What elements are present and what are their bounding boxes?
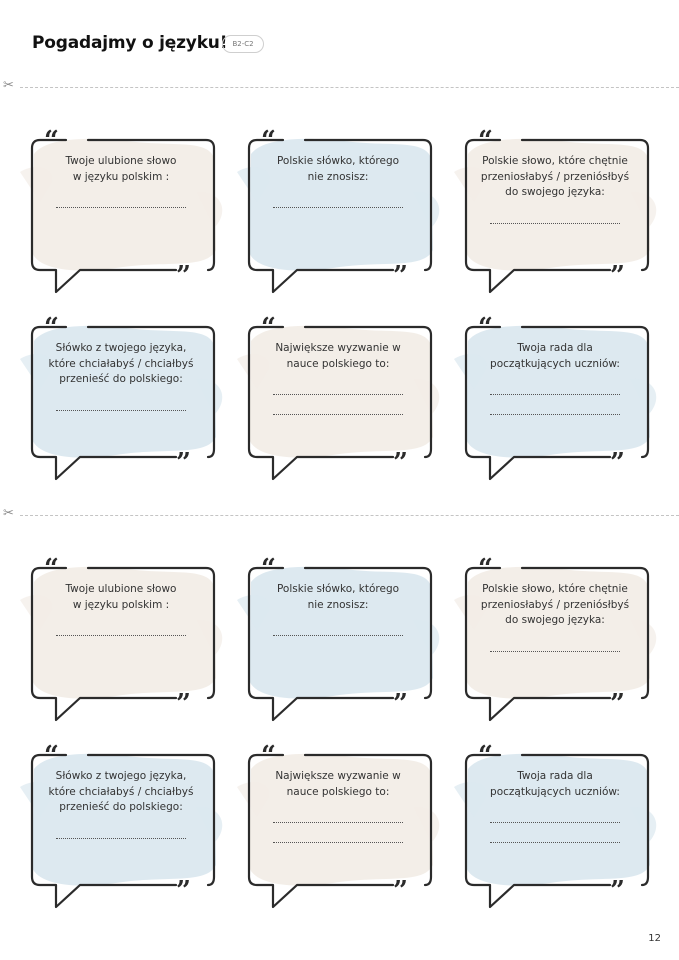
answer-line[interactable]	[56, 410, 186, 411]
question-card	[243, 126, 433, 292]
question-card	[460, 554, 650, 720]
question-text	[257, 769, 419, 800]
svg-text:“: “	[44, 126, 59, 156]
question-text	[474, 769, 636, 800]
question-line: Słówko z twojego języka,	[55, 770, 187, 782]
answer-line[interactable]	[273, 635, 403, 636]
question-line: przenieść do polskiego:	[59, 373, 183, 385]
question-line: przeniosłabyś / przeniósłbyś	[480, 170, 630, 183]
question-line: Twoje ulubione słowo	[65, 583, 177, 595]
svg-text:“: “	[478, 554, 493, 584]
cut-line	[0, 78, 679, 94]
svg-text:“: “	[261, 554, 276, 584]
svg-text:”: ”	[393, 448, 408, 478]
question-line: Polskie słowo, które chętnie	[482, 583, 628, 595]
question-line: początkujących uczniów:	[490, 357, 620, 370]
svg-text:”: ”	[176, 876, 191, 906]
question-line: które chciałabyś / chciałbyś	[48, 357, 194, 370]
svg-text:“: “	[261, 126, 276, 156]
question-line: do swojego języka:	[505, 614, 605, 626]
page-title: Pogadajmy o języku!	[32, 33, 228, 53]
question-card	[243, 313, 433, 479]
cut-line	[0, 506, 679, 522]
svg-text:”: ”	[610, 689, 625, 719]
svg-text:”: ”	[393, 876, 408, 906]
scissors-icon: ✂	[3, 78, 14, 93]
answer-line[interactable]	[273, 842, 403, 843]
question-text	[474, 341, 636, 372]
question-line: Polskie słówko, którego	[276, 155, 400, 167]
question-text	[257, 341, 419, 372]
svg-text:“: “	[478, 313, 493, 343]
svg-text:”: ”	[393, 689, 408, 719]
question-line: Twoja rada dla	[517, 342, 593, 354]
answer-line[interactable]	[273, 822, 403, 823]
svg-text:”: ”	[610, 876, 625, 906]
svg-text:“: “	[478, 126, 493, 156]
question-card	[26, 126, 216, 292]
svg-text:“: “	[261, 313, 276, 343]
question-card	[26, 741, 216, 907]
question-text	[257, 154, 419, 185]
answer-line[interactable]	[273, 414, 403, 415]
svg-text:”: ”	[610, 448, 625, 478]
question-card	[460, 741, 650, 907]
svg-text:”: ”	[610, 261, 625, 291]
svg-text:“: “	[478, 741, 493, 771]
svg-text:“: “	[44, 741, 59, 771]
question-line: które chciałabyś / chciałbyś	[48, 785, 194, 798]
question-card	[460, 313, 650, 479]
svg-text:“: “	[261, 741, 276, 771]
question-line: w języku polskim :	[72, 598, 170, 611]
question-line: Słówko z twojego języka,	[55, 342, 187, 354]
question-text	[257, 582, 419, 613]
question-line: Największe wyzwanie w	[275, 342, 401, 354]
question-line: nie znosisz:	[307, 598, 369, 611]
question-line: Twoja rada dla	[517, 770, 593, 782]
question-line: w języku polskim :	[72, 170, 170, 183]
answer-line[interactable]	[490, 414, 620, 415]
question-text	[474, 154, 636, 201]
question-card	[243, 554, 433, 720]
question-line: początkujących uczniów:	[490, 785, 620, 798]
question-card	[460, 126, 650, 292]
question-line: Twoje ulubione słowo	[65, 155, 177, 167]
question-card	[26, 554, 216, 720]
answer-line[interactable]	[490, 651, 620, 652]
svg-text:”: ”	[176, 448, 191, 478]
answer-line[interactable]	[273, 207, 403, 208]
level-badge: B2-C2	[222, 35, 264, 53]
answer-line[interactable]	[490, 223, 620, 224]
question-line: Największe wyzwanie w	[275, 770, 401, 782]
svg-text:”: ”	[393, 261, 408, 291]
question-line: do swojego języka:	[505, 186, 605, 198]
question-line: Polskie słowo, które chętnie	[482, 155, 628, 167]
question-text	[40, 341, 202, 388]
dashed-cut-line	[20, 87, 679, 88]
question-line: nauce polskiego to:	[286, 357, 390, 370]
answer-line[interactable]	[273, 394, 403, 395]
svg-text:“: “	[44, 554, 59, 584]
page-number: 12	[648, 933, 661, 944]
question-text	[40, 154, 202, 185]
answer-line[interactable]	[56, 635, 186, 636]
question-card	[26, 313, 216, 479]
scissors-icon: ✂	[3, 506, 14, 521]
answer-line[interactable]	[490, 394, 620, 395]
answer-line[interactable]	[490, 842, 620, 843]
dashed-cut-line	[20, 515, 679, 516]
question-text	[474, 582, 636, 629]
question-line: nauce polskiego to:	[286, 785, 390, 798]
svg-text:”: ”	[176, 261, 191, 291]
question-card	[243, 741, 433, 907]
svg-text:”: ”	[176, 689, 191, 719]
answer-line[interactable]	[490, 822, 620, 823]
question-line: przeniosłabyś / przeniósłbyś	[480, 598, 630, 611]
answer-line[interactable]	[56, 207, 186, 208]
answer-line[interactable]	[56, 838, 186, 839]
question-line: nie znosisz:	[307, 170, 369, 183]
question-line: Polskie słówko, którego	[276, 583, 400, 595]
svg-text:“: “	[44, 313, 59, 343]
question-text	[40, 769, 202, 816]
question-line: przenieść do polskiego:	[59, 801, 183, 813]
question-text	[40, 582, 202, 613]
